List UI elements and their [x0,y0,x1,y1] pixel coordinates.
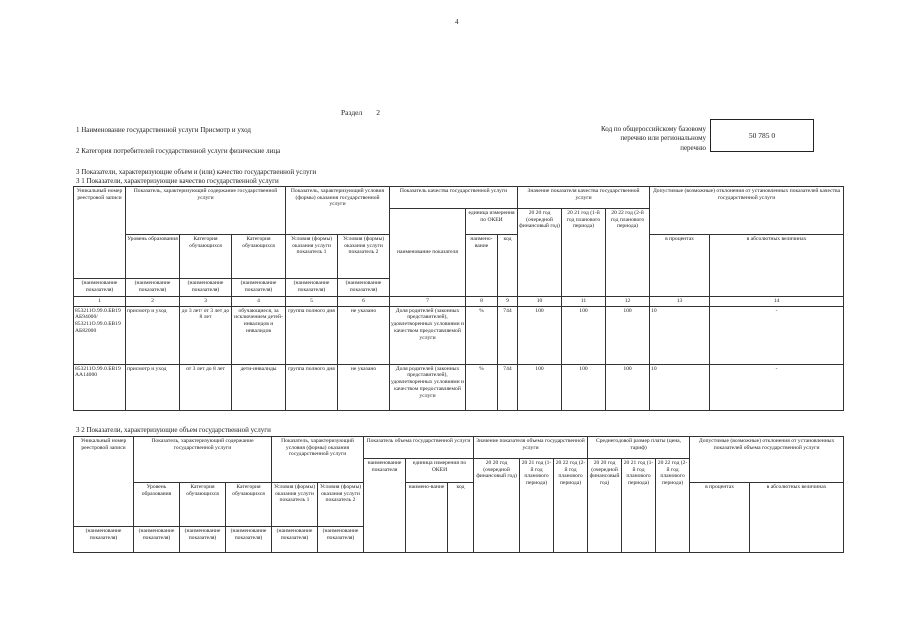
t2-h-price: Среднегодовой размер платы (цена, тариф) [588,437,690,459]
t2-h-nm-1: (наименование показателя) [74,527,134,553]
service-name-line: 1 Наименование государственной услуги Присмотр и уход [76,126,251,134]
t2-h-p1: 20 20 год (очередной финансовый год) [588,459,622,553]
t1-r1-abs: - [710,364,844,410]
t2-h-content: Показатель, характеризующий содержание государственной услуги [134,437,272,483]
t2-h-nm-2: (наименование показателя) [134,527,180,553]
t1-colnum: 13 [650,297,710,307]
t1-r1-cat1: от 3 лет до 8 лет [180,364,232,410]
t2-h-unit: единица измерения по ОКЕИ [406,459,474,483]
t2-h-p3: 20 22 год (2-й год планового периода) [656,459,690,553]
t2-h-cond2: Условия (формы) оказания услуги показатель 2 [318,483,364,527]
t1-h-pct: в процентах [650,235,710,297]
t1-col-numbers [74,297,844,307]
heading-3-2: 3 2 Показатели, характеризующие объем государственной услуги [76,426,271,434]
t1-h-name-ind: наименование показателя [390,209,466,297]
t1-h-nm-1: (наименование показателя) [74,279,126,297]
t1-r1-id: 853211О.99.0.БВ19АА14000 [74,364,126,410]
t1-colnum: 9 [498,297,518,307]
t1-colnum: 10 [518,297,562,307]
t1-r0-cat2: обучающиеся, за исключением детей-инвалидов и инвалидов [232,306,286,364]
t1-r0-pct: 10 [650,306,710,364]
t2-h-y1: 20 20 год (очередной финансовый год) [474,459,520,553]
t1-colnum: 12 [606,297,650,307]
t2-h-abs: в абсолютных величинах [750,483,844,553]
page-number: 4 [455,18,459,26]
okod-code: 50 785 0 [748,131,776,140]
volume-table [73,436,844,553]
t1-colnum: 5 [286,297,338,307]
t1-h-cat1: Категория обучающихся [180,235,232,279]
t1-h-cond2: Условия (формы) оказания услуги показатель 2 [338,235,390,279]
t1-colnum: 4 [232,297,286,307]
t1-r0-abs: - [710,306,844,364]
t1-h-code: код [498,235,518,297]
t1-h-unit: единица измерения по ОКЕИ [466,209,518,235]
t1-r1-cond2: не указано [338,364,390,410]
t1-r1-cat2: дети-инвалиды [232,364,286,410]
t2-h-conditions: Показатель, характеризующий условия (формы) оказания государственной услуги [272,437,364,483]
t1-r0-level: присмотр и уход [126,306,180,364]
t1-colnum: 1 [74,297,126,307]
t1-colnum: 7 [390,297,466,307]
t2-h-y2: 20 21 год (1-й год планового периода) [520,459,554,553]
t2-h-unitname: наимено-вание [406,483,448,553]
t2-h-nm-4: (наименование показателя) [226,527,272,553]
t1-r1-code: 744 [498,364,518,410]
t1-r0-cond2: не указано [338,306,390,364]
t1-h-y1: 20 20 год (очередной финансовый год) [518,209,562,297]
t2-h-cat1: Категория обучающихся [180,483,226,527]
t1-h-level: Уровень образования [126,235,180,279]
t1-h-values: Значение показателя качества государственной услуги [518,187,650,209]
t1-colnum: 14 [710,297,844,307]
okod-code-box [710,119,814,152]
t1-h-abs: в абсолютных величинах [710,235,844,297]
t2-h-y3: 20 22 год (2-й год планового периода) [554,459,588,553]
t1-r1-v2: 100 [562,364,606,410]
t1-h-conditions: Показатель, характеризующий условия (формы) оказания государственной услуги [286,187,390,235]
t1-r1-indicator: Доля родителей (законных представителей), удовлетворенных условиями и качеством предоставляемой услуги [390,364,466,410]
t1-h-y3: 20 22 год (2-й год планового периода) [606,209,650,297]
t1-h-cat2: Категория обучающихся [232,235,286,279]
t2-h-cond1: Условия (формы) оказания услуги показатель 1 [272,483,318,527]
t1-r1-cond1: группа полного дня [286,364,338,410]
t1-h-cond1: Условия (формы) оказания услуги показатель 1 [286,235,338,279]
t1-r0-v3: 100 [606,306,650,364]
section-title [341,108,380,117]
t1-h-quality: Показатель качества государственной услуги [390,187,518,209]
t1-r1-v1: 100 [518,364,562,410]
t1-r0-cond1: группа полного дня [286,306,338,364]
t1-colnum: 2 [126,297,180,307]
t1-r1-unit: % [466,364,498,410]
t1-r1-pct: 10 [650,364,710,410]
t2-h-p2: 20 21 год (1-й год планового периода) [622,459,656,553]
table-row [74,364,844,410]
t2-h-name-ind: наименование показателя [364,459,406,553]
t1-r0-v2: 100 [562,306,606,364]
t1-r0-indicator: Доля родителей (законных представителей), удовлетворенных условиями и качеством предоставляемой услуги [390,306,466,364]
t1-h-unique: Уникальный номер реестровой записи [74,187,126,279]
t2-h-nm-6: (наименование показателя) [318,527,364,553]
heading-3: 3 Показатели, характеризующие объем и (или) качество государственной услуги [76,168,317,176]
t1-h-unitname: наимено-вание [466,235,498,297]
t1-h-content: Показатель, характеризующий содержание государственной услуги [126,187,286,235]
t1-colnum: 11 [562,297,606,307]
t2-h-nm-3: (наименование показателя) [180,527,226,553]
t2-h-level: Уровень образования [134,483,180,527]
t1-h-nm-5: (наименование показателя) [286,279,338,297]
t1-colnum: 8 [466,297,498,307]
table-row [74,306,844,364]
okod-label: Код по общероссийскому базовому перечню или региональному перечню [600,125,706,152]
t1-h-deviation: Допустимые (возможные) отклонения от установленных показателей качества государственной услуги [650,187,844,235]
quality-table [73,186,844,411]
section-label: Раздел [341,108,363,117]
t1-h-y2: 20 21 год (1-й год планового периода) [562,209,606,297]
t1-r0-unit: % [466,306,498,364]
t1-h-nm-2: (наименование показателя) [126,279,180,297]
t2-h-values: Значение показателя объема государственной услуги [474,437,588,459]
section-number: 2 [376,108,380,117]
t2-h-pct: в процентах [690,483,750,553]
t2-h-deviation: Допустимые (возможные) отклонения от установленных показателей объема государственной услуги [690,437,844,483]
t1-colnum: 3 [180,297,232,307]
t2-h-unique: Уникальный номер реестровой записи [74,437,134,527]
t1-r0-cat1: до 3 лет/ от 3 лет до 8 лет [180,306,232,364]
t1-h-nm-6: (наименование показателя) [338,279,390,297]
t2-h-code: код [448,483,474,553]
t1-r0-v1: 100 [518,306,562,364]
t1-r1-v3: 100 [606,364,650,410]
t2-h-nm-5: (наименование показателя) [272,527,318,553]
t1-colnum: 6 [338,297,390,307]
t1-r0-code: 744 [498,306,518,364]
consumers-line: 2 Категория потребителей государственной услуги физические лица [76,147,281,155]
t2-h-volume: Показатель объема государственной услуги [364,437,474,459]
heading-3-1: 3 1 Показатели, характеризующие качество государственной услуги [76,177,279,185]
t1-h-nm-4: (наименование показателя) [232,279,286,297]
t1-h-nm-3: (наименование показателя) [180,279,232,297]
t1-r1-level: присмотр и уход [126,364,180,410]
t2-h-cat2: Категория обучающихся [226,483,272,527]
t1-r0-id: 853211О.99.0.БВ19АБ94000/ 853211О.99.0.БВ19АБ82000 [74,306,126,364]
